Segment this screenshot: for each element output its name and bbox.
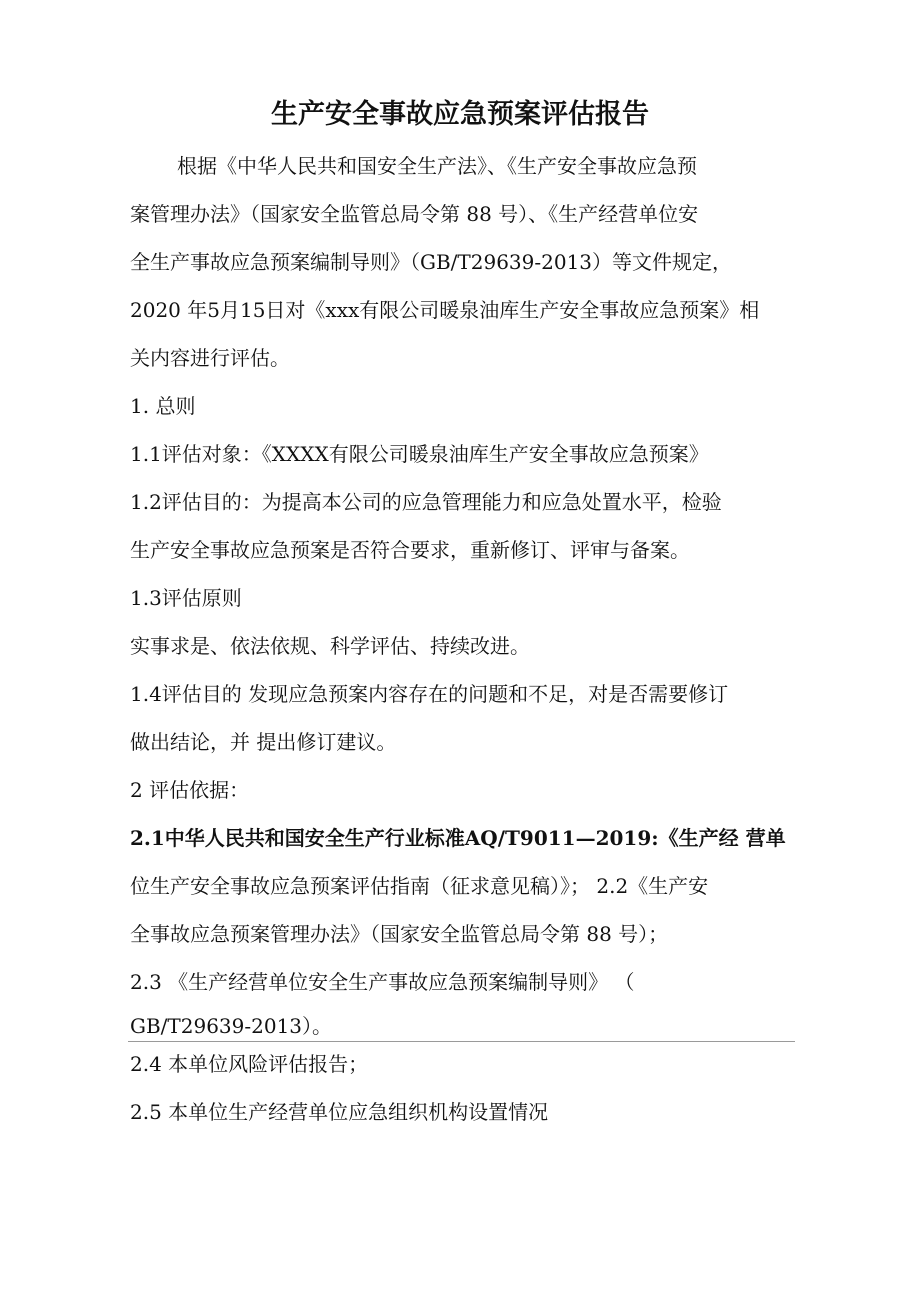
paragraph-line: 实事求是、依法依规、科学评估、持续改进。 bbox=[130, 634, 530, 658]
paragraph-line: 根据《中华人民共和国安全生产法》、《生产安全事故应急预 bbox=[177, 154, 697, 178]
paragraph-line: 2020 年5月15日对《xxx有限公司暖泉油库生产安全事故应急预案》相 bbox=[130, 298, 760, 322]
paragraph-line: 1.2评估目的：为提高本公司的应急管理能力和应急处置水平，检验 bbox=[130, 490, 722, 514]
document-title: 生产安全事故应急预案评估报告 bbox=[271, 99, 649, 130]
paragraph-line: 做出结论，并 提出修订建议。 bbox=[130, 730, 397, 754]
paragraph-line: 1.4评估目的 发现应急预案内容存在的问题和不足，对是否需要修订 bbox=[130, 682, 729, 706]
paragraph-line: 位生产安全事故应急预案评估指南（征求意见稿）》； 2.2《生产安 bbox=[130, 874, 709, 898]
paragraph-line: 生产安全事故应急预案是否符合要求，重新修订、评审与备案。 bbox=[130, 538, 690, 562]
paragraph-line: 2.4 本单位风险评估报告； bbox=[130, 1052, 369, 1076]
paragraph-line: 全生产事故应急预案编制导则》（GB/T29639-2013）等文件规定， bbox=[130, 250, 733, 274]
paragraph-line: GB/T29639-2013）。 bbox=[130, 1014, 333, 1038]
paragraph-line: 2.3 《生产经营单位安全生产事故应急预案编制导则》 （ bbox=[130, 970, 635, 994]
section-heading: 2 评估依据： bbox=[130, 778, 250, 802]
horizontal-rule bbox=[128, 1041, 795, 1042]
section-heading: 1. 总则 bbox=[130, 394, 196, 418]
paragraph-line: 2.5 本单位生产经营单位应急组织机构设置情况 bbox=[130, 1100, 549, 1124]
paragraph-line: 关内容进行评估。 bbox=[130, 346, 290, 370]
paragraph-line: 全事故应急预案管理办法》（国家安全监管总局令第 88 号）； bbox=[130, 922, 669, 946]
paragraph-line: 1.3评估原则 bbox=[130, 586, 242, 610]
paragraph-line: 案管理办法》（国家安全监管总局令第 88 号）、《生产经营单位安 bbox=[130, 202, 699, 226]
paragraph-line: 1.1评估对象：《XXXX有限公司暖泉油库生产安全事故应急预案》 bbox=[130, 442, 709, 466]
paragraph-line: 2.1中华人民共和国安全生产行业标准AQ/T9011—2019:《生产经 营单 bbox=[130, 826, 786, 850]
